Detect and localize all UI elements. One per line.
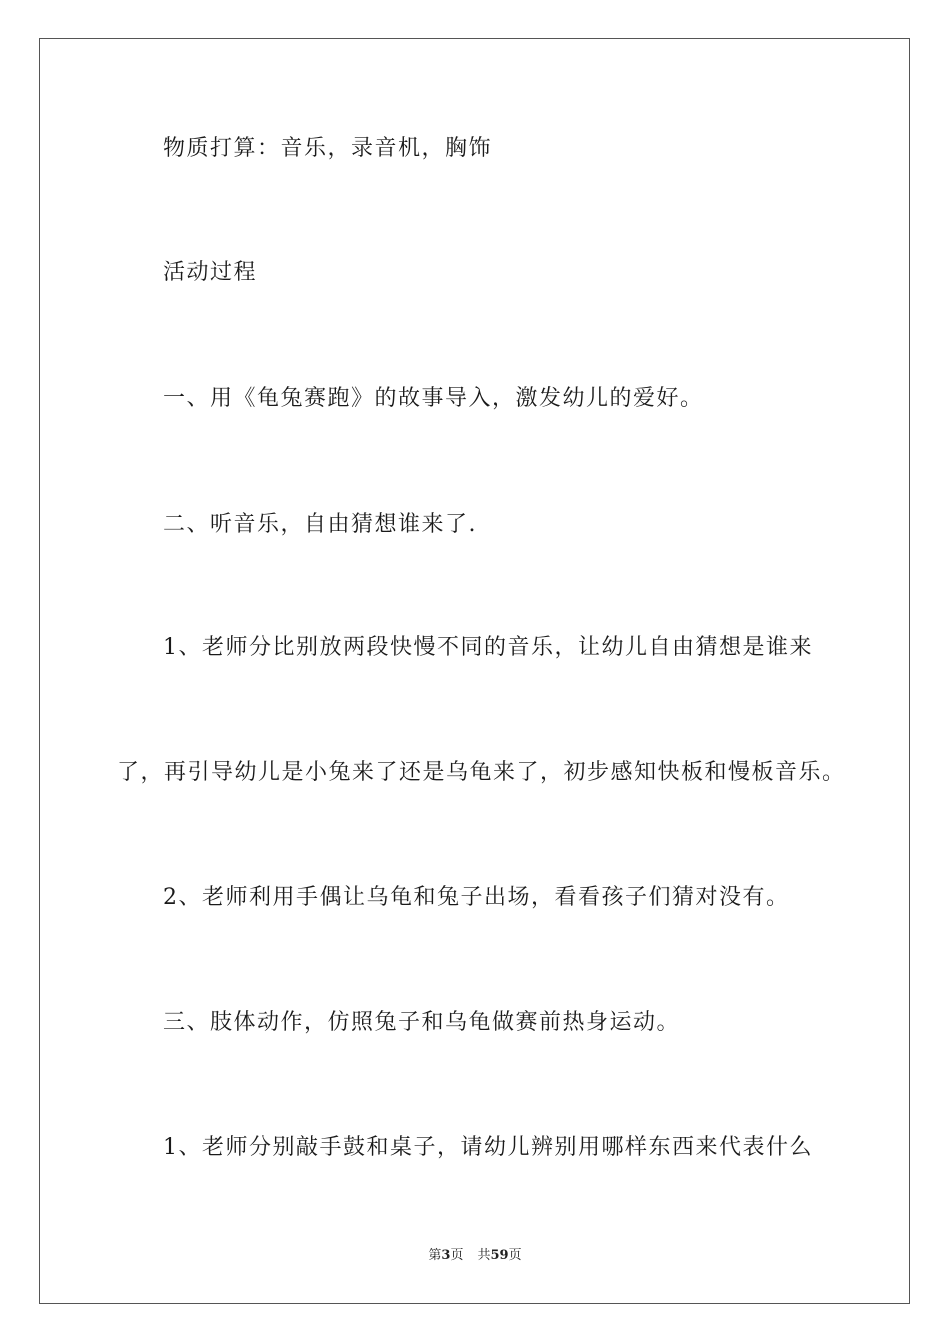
footer-total-pages: 59 (490, 1248, 509, 1263)
paragraph-step-three: 三、肢体动作，仿照兔子和乌龟做赛前热身运动。 (163, 1010, 681, 1035)
page-border (39, 38, 910, 1304)
paragraph-step-two-item-2: 2、老师利用手偶让乌龟和兔子出场，看看孩子们猜对没有。 (163, 885, 790, 910)
page-footer (0, 1246, 950, 1266)
footer-page-suffix: 页 (450, 1248, 464, 1263)
footer-page-number: 3 (441, 1248, 451, 1263)
paragraph-step-one: 一、用《龟兔赛跑》的故事导入，激发幼儿的爱好。 (163, 386, 704, 411)
paragraph-step-two-item-1: 1、老师分比别放两段快慢不同的音乐，让幼儿自由猜想是谁来 (163, 635, 813, 660)
paragraph-step-two: 二、听音乐，自由猜想谁来了. (163, 512, 477, 537)
paragraph-step-two-item-1-continued: 了，再引导幼儿是小兔来了还是乌龟来了，初步感知快板和慢板音乐。 (117, 760, 846, 785)
footer-page-prefix: 第 (428, 1248, 442, 1263)
heading-activity-process: 活动过程 (163, 260, 258, 285)
footer-total-prefix: 共 (477, 1248, 491, 1263)
paragraph-step-three-item-1: 1、老师分别敲手鼓和桌子，请幼儿辨别用哪样东西来代表什么 (163, 1135, 813, 1160)
paragraph-materials: 物质打算：音乐，录音机，胸饰 (163, 136, 493, 161)
footer-total-suffix: 页 (508, 1248, 522, 1263)
